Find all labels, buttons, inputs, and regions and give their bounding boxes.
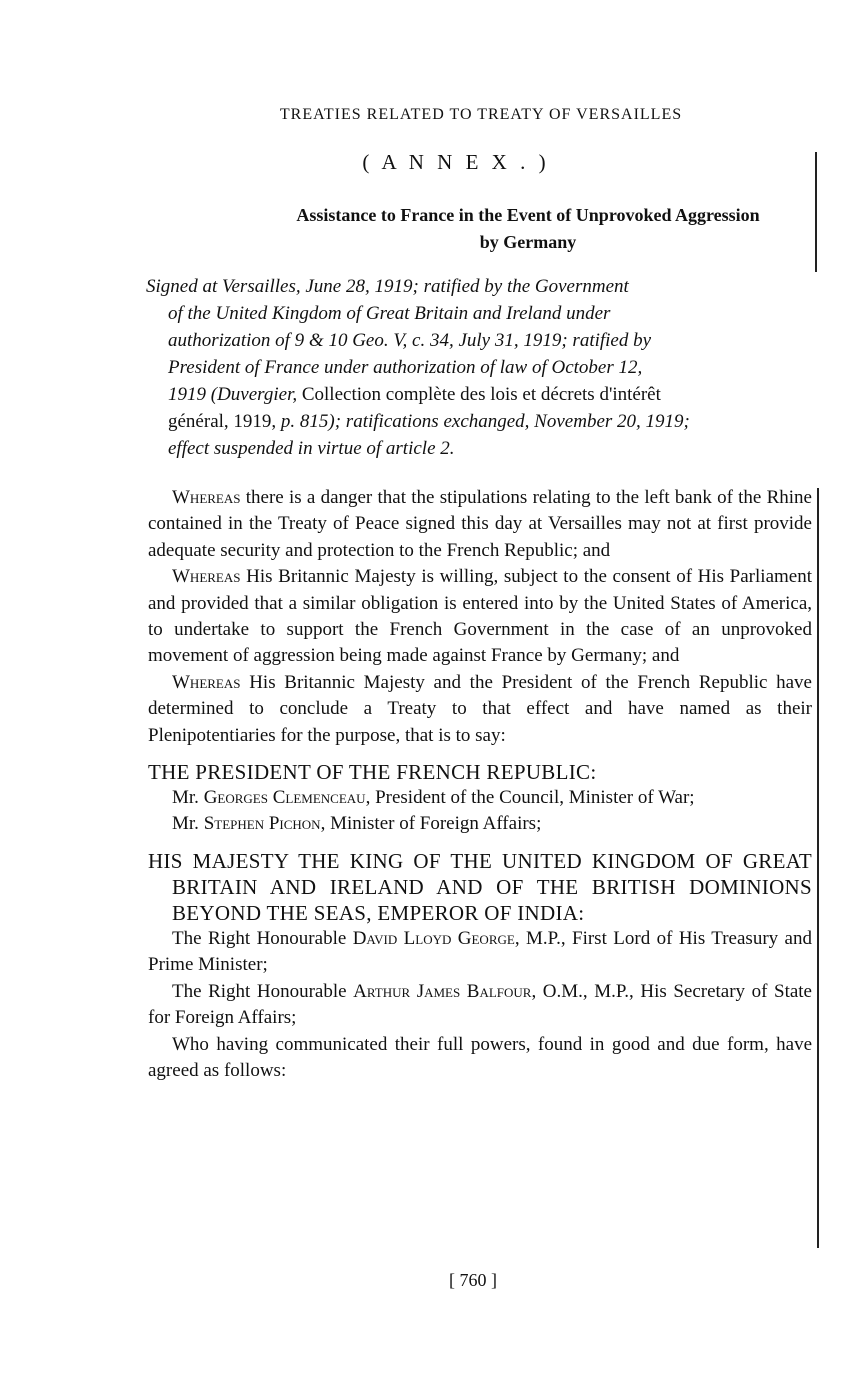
name-prefix: The Right Honourable <box>172 927 353 949</box>
heading-british-king: HIS MAJESTY THE KING OF THE UNITED KINGDOM OF GREAT BRITAIN AND IRELAND AND OF THE BRITISH DOMINIONS BEYOND THE SEAS, EMPEROR OF INDIA: <box>148 848 812 925</box>
signed-line-5-source: Duvergier, <box>217 384 298 405</box>
signature-note <box>146 273 822 462</box>
plenipotentiary-name: Arthur James Balfour <box>353 980 532 1002</box>
plenipotentiary-name: Georges Clemenceau <box>203 787 366 809</box>
signed-line-5 <box>146 381 822 408</box>
treaty-body <box>148 485 812 1084</box>
signed-line-3: authorization of 9 & 10 Geo. V, c. 34, July 31, 1919; ratified by <box>168 330 652 351</box>
paragraph-text: His Britannic Majesty and the President of the French Republic have determined to conclude a Treaty to that effect and have named as their Plenipotentiaries for the purpose, that is to say: <box>148 671 812 746</box>
annex-label: ( A N N E X . ) <box>362 150 550 174</box>
name-prefix: Mr. <box>172 813 204 835</box>
heading-french-president: THE PRESIDENT OF THE FRENCH REPUBLIC: <box>148 760 597 785</box>
plenipotentiary-lloyd-george <box>148 926 812 979</box>
signed-line-5-year: 1919 ( <box>168 384 218 405</box>
name-prefix: The Right Honourable <box>172 980 354 1002</box>
signed-line-1: Signed at Versailles, June 28, 1919; ratified by the Government <box>146 276 629 297</box>
signed-line-7: effect suspended in virtue of article 2. <box>168 438 455 459</box>
final-paragraph: Who having communicated their full powers, found in good and due form, have agreed as follows: <box>148 1033 812 1081</box>
title-line-1: Assistance to France in the Event of Unprovoked Aggression <box>296 205 760 225</box>
paragraph-text: His Britannic Majesty is willing, subject to the consent of His Parliament and provided that a similar obligation is entered into by the United States of America, to undertake to support the French Government in the case of an unprovoked movement of aggression being made against France by Germany; and <box>148 566 812 667</box>
plenipotentiary-pichon <box>148 811 812 837</box>
plenipotentiary-title: , President of the Council, Minister of War; <box>365 787 695 809</box>
signed-line-6 <box>146 408 822 435</box>
whereas-word: Whereas <box>172 487 241 508</box>
name-prefix: Mr. <box>172 787 204 809</box>
plenipotentiary-name: Stephen Pichon <box>203 813 321 835</box>
title-line-2: by Germany <box>479 232 577 252</box>
page-number: [ 760 ] <box>449 1270 497 1290</box>
plenipotentiary-title: , Minister of Foreign Affairs; <box>320 813 542 835</box>
whereas-paragraph-1 <box>148 485 812 564</box>
whereas-paragraph-2 <box>148 564 812 670</box>
margin-rule-body <box>817 488 819 1248</box>
paragraph-text: there is a danger that the stipulations relating to the left bank of the Rhine contained in the Treaty of Peace signed this day at Versailles may not at first provide adequate security and protection to the French Republic; and <box>148 487 812 561</box>
plenipotentiary-name: David Lloyd George <box>352 927 515 949</box>
plenipotentiary-title: , O.M., M.P., His Secretary of State for Foreign Affairs; <box>148 980 812 1029</box>
treaty-title <box>150 202 854 256</box>
running-head: TREATIES RELATED TO TREATY OF VERSAILLES <box>279 106 683 123</box>
signed-line-5-collection: Collection complète des lois et décrets d'intérêt <box>297 384 661 405</box>
plenipotentiary-balfour <box>148 979 812 1032</box>
signed-line-6-general: général, 1919, <box>168 411 281 432</box>
whereas-paragraph-3 <box>148 670 812 749</box>
plenipotentiary-title: , M.P., First Lord of His Treasury and Prime Minister; <box>148 927 812 976</box>
signed-line-6-ratifications: p. 815); ratifications exchanged, November 20, 1919; <box>280 411 690 432</box>
whereas-word: Whereas <box>172 671 241 693</box>
plenipotentiary-clemenceau <box>148 785 812 811</box>
whereas-word: Whereas <box>172 566 241 588</box>
signed-line-4: President of France under authorization of law of October 12, <box>168 357 643 378</box>
signed-line-2: of the United Kingdom of Great Britain and Ireland under <box>168 303 611 324</box>
